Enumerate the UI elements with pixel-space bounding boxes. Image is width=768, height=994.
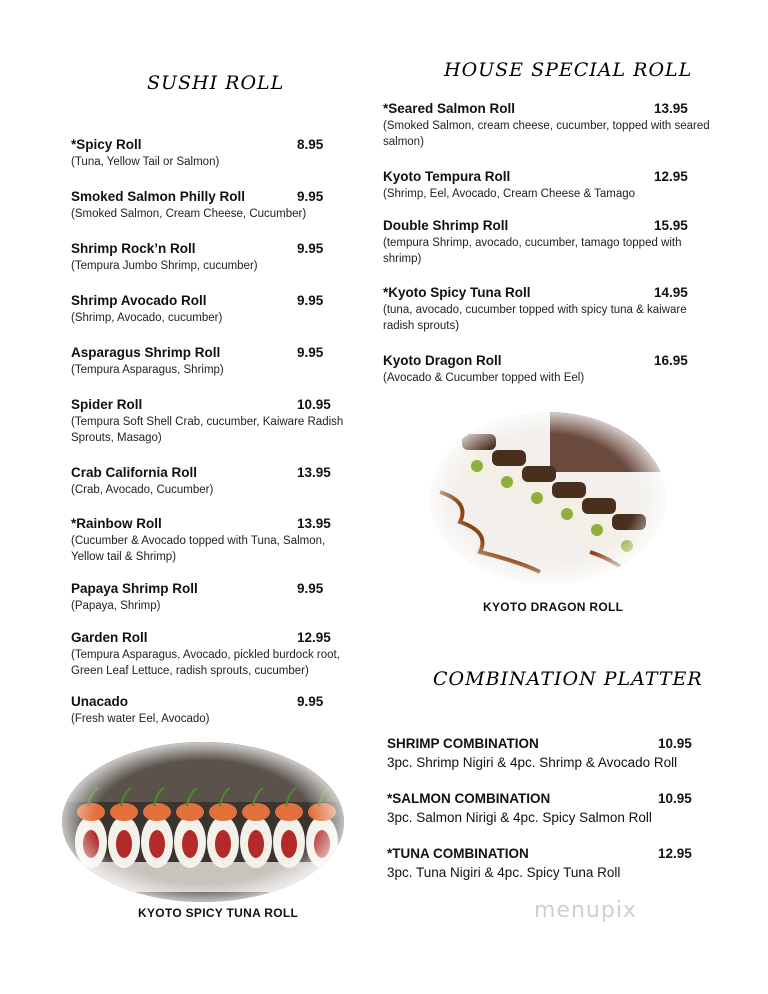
item-name: *Rainbow Roll — [71, 516, 162, 531]
item-name: *Seared Salmon Roll — [383, 101, 516, 116]
dragon-roll-caption: KYOTO DRAGON ROLL — [483, 600, 624, 614]
item-name: Spider Roll — [71, 397, 143, 412]
item-description: (Crab, Avocado, Cucumber) — [71, 484, 214, 496]
item-description: (Tempura Soft Shell Crab, cucumber, Kaiware Radish Sprouts, Masago) — [71, 416, 344, 444]
item-name: *TUNA COMBINATION — [387, 846, 529, 861]
item-description: (Shrimp, Eel, Avocado, Cream Cheese & Tamago — [383, 188, 636, 200]
item-price: 15.95 — [654, 218, 688, 233]
combination-heading: COMBINATION PLATTER — [433, 668, 703, 690]
item-name: SHRIMP COMBINATION — [387, 736, 539, 751]
menu-item — [383, 284, 713, 334]
menu-item — [71, 344, 346, 378]
item-description: (Avocado & Cucumber topped with Eel) — [383, 372, 585, 384]
menupix-watermark: menupix — [534, 898, 637, 923]
item-price: 10.95 — [297, 397, 331, 412]
item-price: 9.95 — [297, 694, 324, 709]
item-price: 13.95 — [654, 101, 688, 116]
item-description: (Cucumber & Avocado topped with Tuna, Salmon, Yellow tail & Shrimp) — [71, 535, 326, 563]
item-price: 9.95 — [297, 189, 324, 204]
menu-item — [71, 136, 346, 170]
menu-item — [383, 100, 713, 150]
item-description: (Smoked Salmon, Cream Cheese, Cucumber) — [71, 208, 307, 220]
item-price: 9.95 — [297, 241, 324, 256]
item-price: 16.95 — [654, 353, 688, 368]
item-name: Unacado — [71, 694, 129, 709]
combination-item — [387, 735, 707, 772]
menu-item — [71, 188, 346, 222]
item-name: Asparagus Shrimp Roll — [71, 345, 221, 360]
item-name: Double Shrimp Roll — [383, 218, 509, 233]
item-description: (Tuna, Yellow Tail or Salmon) — [71, 156, 220, 168]
item-description: (Smoked Salmon, cream cheese, cucumber, topped with seared salmon) — [383, 120, 710, 148]
item-price: 12.95 — [654, 169, 688, 184]
item-description: (Tempura Jumbo Shrimp, cucumber) — [71, 260, 258, 272]
item-description: (Fresh water Eel, Avocado) — [71, 713, 210, 725]
house-special-heading: HOUSE SPECIAL ROLL — [444, 59, 693, 81]
item-description: 3pc. Salmon Nirigi & 4pc. Spicy Salmon Roll — [387, 810, 652, 825]
item-name: Garden Roll — [71, 630, 148, 645]
item-name: Smoked Salmon Philly Roll — [71, 189, 246, 204]
item-description: (Tempura Asparagus, Shrimp) — [71, 364, 224, 376]
menu-item — [383, 217, 713, 267]
item-price: 8.95 — [297, 137, 324, 152]
item-price: 9.95 — [297, 293, 324, 308]
item-name: Crab California Roll — [71, 465, 198, 480]
combination-item — [387, 845, 707, 882]
item-name: *Spicy Roll — [71, 137, 142, 152]
item-price: 10.95 — [658, 791, 692, 806]
item-name: *Kyoto Spicy Tuna Roll — [383, 285, 531, 300]
item-description: 3pc. Shrimp Nigiri & 4pc. Shrimp & Avocado Roll — [387, 755, 678, 770]
menu-item — [71, 396, 346, 446]
menu-item — [71, 580, 346, 614]
item-price: 12.95 — [658, 846, 692, 861]
item-price: 14.95 — [654, 285, 688, 300]
spicy-tuna-roll-caption: KYOTO SPICY TUNA ROLL — [138, 906, 299, 920]
item-description: 3pc. Tuna Nigiri & 4pc. Spicy Tuna Roll — [387, 865, 621, 880]
menu-item — [71, 629, 346, 679]
item-name: Shrimp Avocado Roll — [71, 293, 207, 308]
menu-item — [71, 292, 346, 326]
item-price: 10.95 — [658, 736, 692, 751]
menu-item — [71, 240, 346, 274]
item-price: 13.95 — [297, 465, 331, 480]
menu-item — [383, 168, 713, 202]
spicy-tuna-roll-photo — [62, 742, 344, 902]
dragon-roll-photo — [430, 412, 666, 584]
combination-item — [387, 790, 707, 827]
item-description: (Papaya, Shrimp) — [71, 600, 161, 612]
menu-item — [71, 693, 346, 727]
item-description: (Shrimp, Avocado, cucumber) — [71, 312, 223, 324]
menu-item — [71, 515, 346, 565]
item-price: 9.95 — [297, 345, 324, 360]
sushi-roll-heading: SUSHI ROLL — [147, 72, 285, 94]
item-price: 13.95 — [297, 516, 331, 531]
item-name: *SALMON COMBINATION — [387, 791, 551, 806]
menu-item — [383, 352, 713, 386]
item-name: Kyoto Dragon Roll — [383, 353, 502, 368]
item-description: (tempura Shrimp, avocado, cucumber, tamago topped with shrimp) — [383, 237, 682, 265]
item-name: Papaya Shrimp Roll — [71, 581, 198, 596]
item-description: (Tempura Asparagus, Avocado, pickled burdock root, Green Leaf Lettuce, radish sprouts, cucumber) — [71, 649, 340, 677]
item-description: (tuna, avocado, cucumber topped with spicy tuna & kaiware radish sprouts) — [383, 304, 687, 332]
menu-item — [71, 464, 346, 498]
item-name: Kyoto Tempura Roll — [383, 169, 511, 184]
item-name: Shrimp Rock’n Roll — [71, 241, 196, 256]
item-price: 12.95 — [297, 630, 331, 645]
item-price: 9.95 — [297, 581, 324, 596]
